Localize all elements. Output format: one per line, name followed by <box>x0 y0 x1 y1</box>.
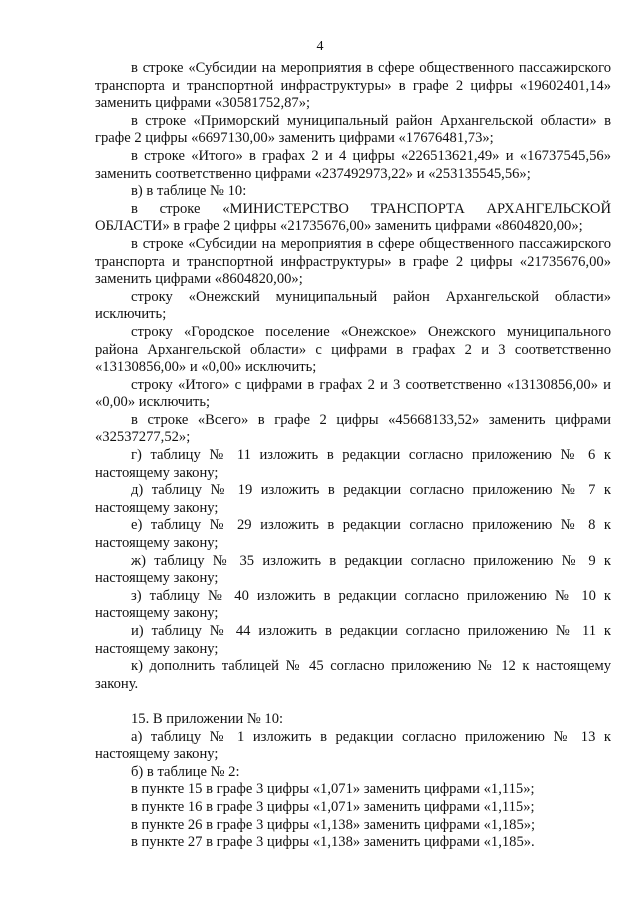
paragraph: в пункте 16 в графе 3 цифры «1,071» заменить цифрами «1,115»; <box>131 798 535 815</box>
paragraph: строку «Онежский муниципальный район Архангельской области» исключить; <box>95 288 611 323</box>
document-body <box>95 60 611 852</box>
paragraph: и) таблицу № 44 изложить в редакции согласно приложению № 11 к настоящему закону; <box>95 623 611 657</box>
section-gap <box>95 693 611 711</box>
paragraph: а) таблицу № 1 изложить в редакции согласно приложению № 13 к настоящему закону; <box>95 728 611 763</box>
paragraph: е) таблицу № 29 изложить в редакции согласно приложению № 8 к настоящему закону; <box>95 517 611 552</box>
paragraph: ж) таблицу № 35 изложить в редакции согласно приложению № 9 к настоящему закону; <box>95 552 611 587</box>
paragraph: в строке «Субсидии на мероприятия в сфере общественного пассажирского транспорта и транспортной инфраструктуры» в графе 2 цифры «21735676,00» заменить цифрами «8604820,00»; <box>95 235 611 288</box>
paragraph: в строке «Субсидии на мероприятия в сфере общественного пассажирского транспорта и транспортной инфраструктуры» в графе 2 цифры «19602401,14» заменить цифрами «30581752,87»; <box>95 60 611 112</box>
paragraph: в пункте 15 в графе 3 цифры «1,071» заменить цифрами «1,115»; <box>131 781 535 798</box>
section-heading: 15. В приложении № 10: <box>131 710 284 727</box>
paragraph: в пункте 27 в графе 3 цифры «1,138» заменить цифрами «1,185». <box>131 834 535 851</box>
paragraph: г) таблицу № 11 изложить в редакции согласно приложению № 6 к настоящему закону; <box>95 447 611 481</box>
paragraph: строку «Городское поселение «Онежское» Онежского муниципального района Архангельской области» с цифрами в графах 2 и 3 соответственно «13130856,00» и «0,00» исключить; <box>95 323 611 376</box>
paragraph: в строке «Всего» в графе 2 цифры «45668133,52» заменить цифрами «32537277,52»; <box>95 411 611 446</box>
paragraph: д) таблицу № 19 изложить в редакции согласно приложению № 7 к настоящему закону; <box>95 482 611 516</box>
paragraph: в строке «Приморский муниципальный район Архангельской области» в графе 2 цифры «6697130,00» заменить цифрами «17676481,73»; <box>95 112 611 147</box>
page-number: 4 <box>316 39 324 54</box>
paragraph: к) дополнить таблицей № 45 согласно приложению № 12 к настоящему закону. <box>95 658 611 692</box>
paragraph: строку «Итого» с цифрами в графах 2 и 3 соответственно «13130856,00» и «0,00» исключить; <box>95 376 611 411</box>
paragraph: в строке «Итого» в графах 2 и 4 цифры «226513621,49» и «16737545,56» заменить соответственно цифрами «237492973,22» и «253135545,56»; <box>95 147 611 182</box>
paragraph: з) таблицу № 40 изложить в редакции согласно приложению № 10 к настоящему закону; <box>95 587 611 622</box>
paragraph: в) в таблице № 10: <box>131 183 247 200</box>
paragraph: в пункте 26 в графе 3 цифры «1,138» заменить цифрами «1,185»; <box>131 816 536 833</box>
paragraph: б) в таблице № 2: <box>131 763 240 780</box>
paragraph: в строке «МИНИСТЕРСТВО ТРАНСПОРТА АРХАНГЕЛЬСКОЙ ОБЛАСТИ» в графе 2 цифры «21735676,00» заменить цифрами «8604820,00»; <box>95 200 611 235</box>
